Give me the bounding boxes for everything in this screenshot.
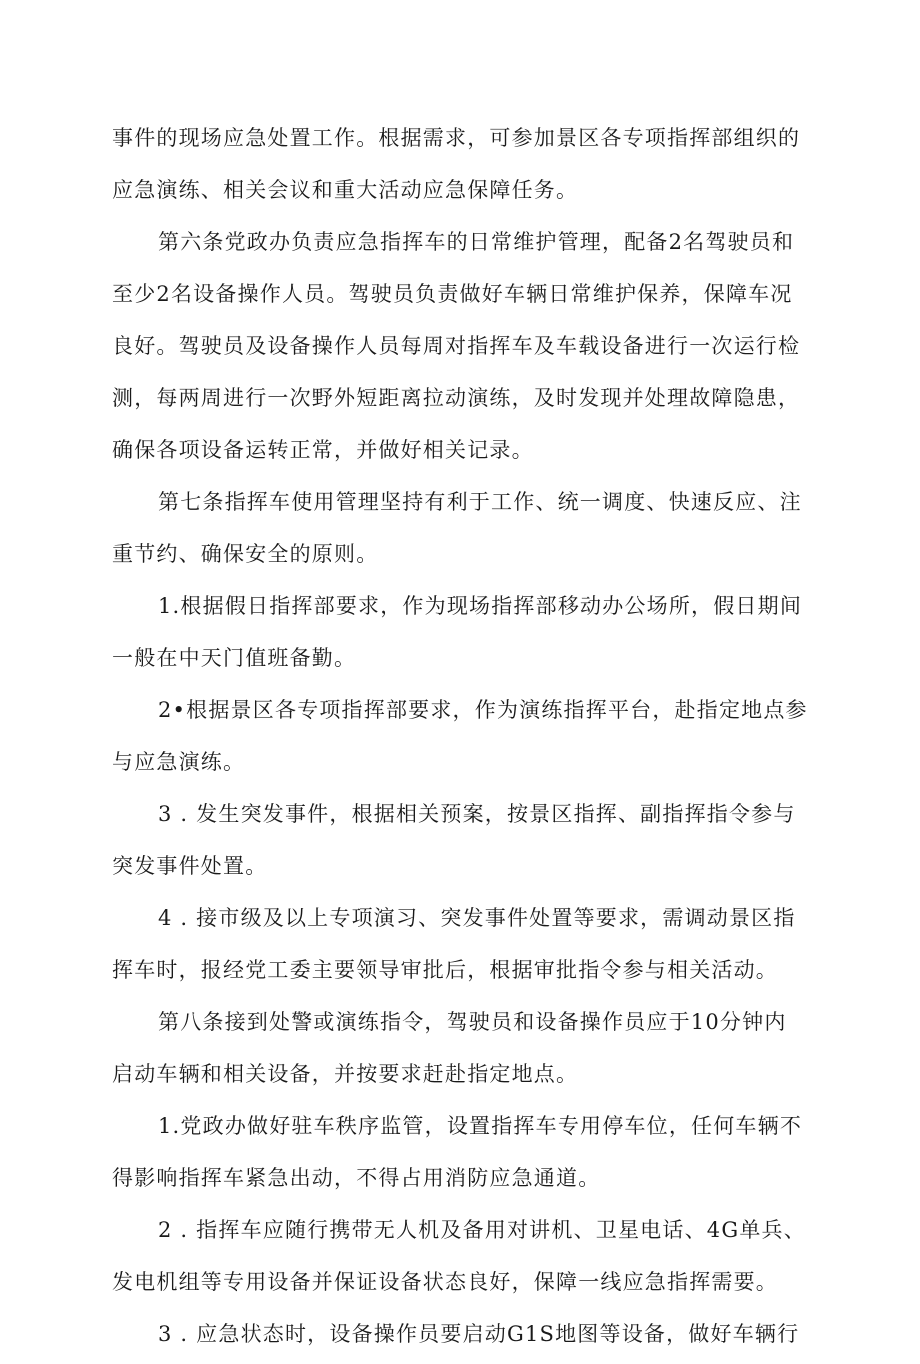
text-line: 3 . 发生突发事件，根据相关预案，按景区指挥、副指挥指令参与	[158, 802, 796, 826]
text-line: 第七条指挥车使用管理坚持有利于工作、统一调度、快速反应、注	[158, 490, 802, 514]
text-line: 3 . 应急状态时，设备操作员要启动G1S地图等设备，做好车辆行	[158, 1322, 800, 1346]
text-line: 1.根据假日指挥部要求，作为现场指挥部移动办公场所，假日期间	[158, 594, 803, 618]
text-line: 重节约、确保安全的原则。	[112, 542, 379, 566]
text-line: 4 . 接市级及以上专项演习、突发事件处置等要求，需调动景区指	[158, 906, 796, 930]
text-line: 事件的现场应急处置工作。根据需求，可参加景区各专项指挥部组织的	[112, 126, 801, 150]
text-line: 发电机组等专用设备并保证设备状态良好，保障一线应急指挥需要。	[112, 1270, 778, 1294]
text-line: 确保各项设备运转正常，并做好相关记录。	[112, 438, 534, 462]
text-line: 与应急演练。	[112, 750, 246, 774]
text-line: 良好。驾驶员及设备操作人员每周对指挥车及车载设备进行一次运行检	[112, 334, 801, 358]
text-line: 2 . 指挥车应随行携带无人机及备用对讲机、卫星电话、4G单兵、	[158, 1218, 806, 1242]
text-line: 1.党政办做好驻车秩序监管，设置指挥车专用停车位，任何车辆不	[158, 1114, 803, 1138]
text-line: 至少2名设备操作人员。驾驶员负责做好车辆日常维护保养，保障车况	[112, 282, 793, 306]
text-line: 挥车时，报经党工委主要领导审批后，根据审批指令参与相关活动。	[112, 958, 778, 982]
text-line: 突发事件处置。	[112, 854, 268, 878]
text-line: 测，每两周进行一次野外短距离拉动演练，及时发现并处理故障隐患，	[112, 386, 801, 410]
text-line: 启动车辆和相关设备，并按要求赶赴指定地点。	[112, 1062, 579, 1086]
document-body	[112, 116, 830, 1364]
text-line: 第八条接到处警或演练指令，驾驶员和设备操作员应于10分钟内	[158, 1010, 787, 1034]
text-line: 一般在中天门值班备勤。	[112, 646, 357, 670]
text-line: 得影响指挥车紧急出动，不得占用消防应急通道。	[112, 1166, 601, 1190]
text-line: 应急演练、相关会议和重大活动应急保障任务。	[112, 178, 579, 202]
text-line: 第六条党政办负责应急指挥车的日常维护管理，配备2名驾驶员和	[158, 230, 795, 254]
text-line: 2•根据景区各专项指挥部要求，作为演练指挥平台，赴指定地点参	[158, 698, 808, 722]
